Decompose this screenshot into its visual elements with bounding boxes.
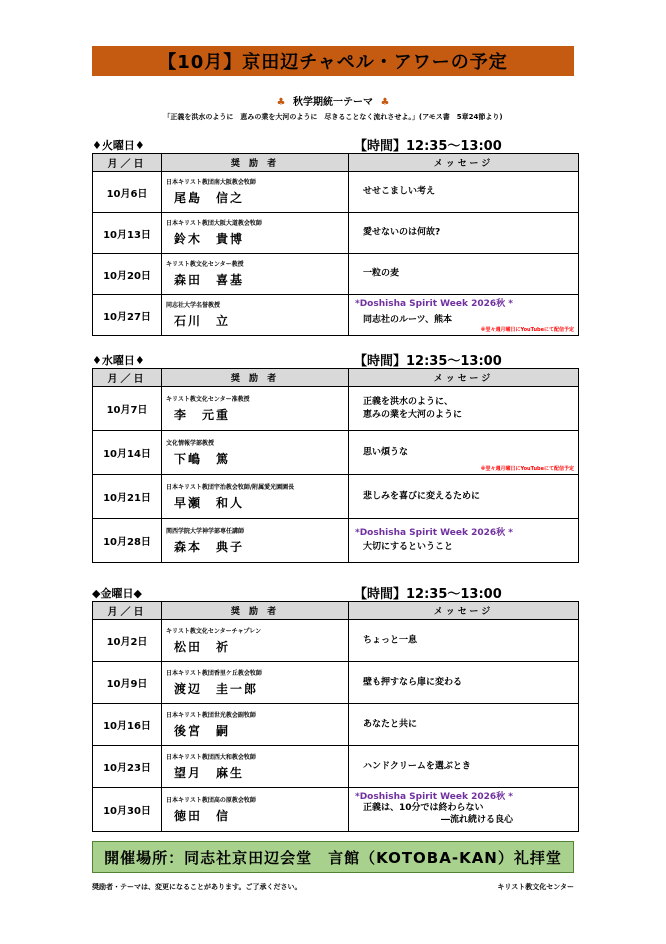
spirit-week-label: *Doshisha Spirit Week 2026秋 * xyxy=(355,528,513,538)
wednesday-section xyxy=(92,352,575,563)
row-date: 10月16日 xyxy=(93,704,162,746)
table-row xyxy=(93,704,579,746)
message-text: せせこましい考え xyxy=(363,186,436,197)
footer-org: キリスト教文化センター xyxy=(497,883,574,891)
youtube-note: ※翌々週月曜日にYouTubeにて配信予定 xyxy=(480,327,574,333)
speaker-affiliation: 日本キリスト教団香里ケ丘教会牧師 xyxy=(166,669,262,677)
speaker-affiliation: 日本キリスト教団南大阪教会牧師 xyxy=(166,179,256,186)
schedule-table xyxy=(92,368,579,563)
message-text xyxy=(363,396,462,422)
youtube-note: ※翌々週月曜日にYouTubeにて配信予定 xyxy=(480,466,574,472)
message-text: ちょっと一息 xyxy=(363,635,418,645)
row-date: 10月23日 xyxy=(93,746,162,788)
message-text: 同志社のルーツ、熊本 xyxy=(363,315,453,325)
table-row xyxy=(93,431,579,475)
speaker-affiliation: キリスト教文化センター教授 xyxy=(166,261,244,268)
leaf-icon: ♣ xyxy=(380,97,390,108)
venue-banner: 開催場所：同志社京田辺会堂 言館（KOTOBA-KAN）礼拝堂 xyxy=(92,841,574,873)
speaker-name: 石川 立 xyxy=(174,314,231,328)
speaker-affiliation: キリスト教文化センターチャプレン xyxy=(166,627,262,635)
speaker-name: 早瀬 和人 xyxy=(174,495,245,510)
row-date: 10月21日 xyxy=(93,475,162,519)
message-line: 正義を洪水のように、 xyxy=(363,396,454,407)
row-date: 10月27日 xyxy=(93,295,162,336)
message-text: 愛せないのは何故? xyxy=(363,227,441,238)
table-row xyxy=(93,387,579,431)
header-message: メッセージ xyxy=(349,369,579,387)
speaker-affiliation: 日本キリスト教団高の原教会牧師 xyxy=(166,796,256,804)
spirit-week-label: *Doshisha Spirit Week 2026秋 * xyxy=(355,792,513,802)
speaker-name: 徳田 信 xyxy=(174,808,231,823)
table-row xyxy=(93,254,579,295)
table-row xyxy=(93,788,579,832)
speaker-affiliation: 日本キリスト教団西大和教会牧師 xyxy=(166,753,256,761)
speaker-name: 松田 祈 xyxy=(174,639,231,654)
row-date: 10月2日 xyxy=(93,620,162,662)
speaker-affiliation: 日本キリスト教団世光教会副牧師 xyxy=(166,711,256,719)
message-text: あなたと共に xyxy=(363,719,418,729)
speaker-name: 森田 喜基 xyxy=(174,273,245,287)
speaker-name: 渡辺 圭一郎 xyxy=(174,681,259,696)
table-row xyxy=(93,295,579,336)
speaker-name: 下嶋 篤 xyxy=(174,451,231,466)
table-row xyxy=(93,746,579,788)
message-line: 恵みの業を大河のように xyxy=(363,409,463,420)
row-date: 10月14日 xyxy=(93,431,162,475)
message-text xyxy=(363,802,513,826)
row-date: 10月13日 xyxy=(93,213,162,254)
page-title: 【10月】京田辺チャペル・アワーの予定 xyxy=(92,46,574,76)
tuesday-section xyxy=(92,137,575,336)
speaker-name: 後宮 嗣 xyxy=(174,723,231,738)
time-label: 【時間】12:35～13:00 xyxy=(354,139,502,154)
time-label: 【時間】12:35～13:00 xyxy=(354,354,502,369)
table-row xyxy=(93,620,579,662)
time-label: 【時間】12:35～13:00 xyxy=(354,587,502,602)
table-row xyxy=(93,213,579,254)
message-text: 大切にするということ xyxy=(363,542,454,552)
speaker-affiliation: 関西学院大学神学部専任講師 xyxy=(166,527,245,535)
speaker-name: 森本 典子 xyxy=(174,539,245,554)
leaf-icon: ♣ xyxy=(276,97,286,108)
header-message: メッセージ xyxy=(349,154,579,172)
header-date: 月／日 xyxy=(93,154,162,172)
speaker-affiliation: キリスト教文化センター准教授 xyxy=(166,395,250,403)
table-row xyxy=(93,475,579,519)
footer-note: 奨励者・テーマは、変更になることがあります。ご了承ください。 xyxy=(92,883,302,891)
row-date: 10月9日 xyxy=(93,662,162,704)
row-date: 10月28日 xyxy=(93,519,162,563)
speaker-name: 尾島 信之 xyxy=(174,191,245,205)
spirit-week-label: *Doshisha Spirit Week 2026秋 * xyxy=(355,299,513,309)
header-message: メッセージ xyxy=(349,602,579,620)
header-speaker: 奨 励 者 xyxy=(162,602,349,620)
day-label: ♦水曜日♦ xyxy=(92,354,145,367)
speaker-affiliation: 日本キリスト教団大阪大道教会牧師 xyxy=(166,220,262,227)
speaker-affiliation: 日本キリスト教団宇治教会牧師/附属愛光園園長 xyxy=(166,483,295,491)
schedule-table xyxy=(92,601,579,832)
message-text: 悲しみを喜びに変えるために xyxy=(363,491,481,501)
message-text: 一粒の麦 xyxy=(363,268,400,279)
table-row xyxy=(93,172,579,213)
message-text: 壁も押すなら扉に変わる xyxy=(363,677,463,687)
speaker-name: 鈴木 貴博 xyxy=(174,232,245,246)
day-label: ◆金曜日◆ xyxy=(92,587,142,600)
message-text: 思い煩うな xyxy=(363,447,409,457)
theme-heading xyxy=(0,93,666,108)
header-speaker: 奨 励 者 xyxy=(162,369,349,387)
header-speaker: 奨 励 者 xyxy=(162,154,349,172)
table-row xyxy=(93,662,579,704)
row-date: 10月6日 xyxy=(93,172,162,213)
message-line: 正義は、10分では終わらない xyxy=(363,803,484,813)
header-date: 月／日 xyxy=(93,369,162,387)
header-date: 月／日 xyxy=(93,602,162,620)
schedule-table xyxy=(92,153,579,336)
message-line: ―流れ続ける良心 xyxy=(441,815,514,825)
day-label: ♦火曜日♦ xyxy=(92,139,145,152)
table-row xyxy=(93,519,579,563)
friday-section xyxy=(92,585,575,832)
speaker-name: 望月 麻生 xyxy=(174,765,245,780)
speaker-affiliation: 文化情報学部教授 xyxy=(166,439,215,447)
speaker-affiliation: 同志社大学名誉教授 xyxy=(166,302,221,309)
speaker-name: 李 元重 xyxy=(174,407,231,422)
row-date: 10月7日 xyxy=(93,387,162,431)
row-date: 10月30日 xyxy=(93,788,162,832)
row-date: 10月20日 xyxy=(93,254,162,295)
theme-heading-text: 秋学期統一テーマ xyxy=(293,97,373,108)
theme-text: 「正義を洪水のように 恵みの業を大河のように 尽きることなく流れさせよ。」(アモス書 5章24節より) xyxy=(163,113,503,121)
message-text: ハンドクリームを選ぶとき xyxy=(363,761,471,771)
